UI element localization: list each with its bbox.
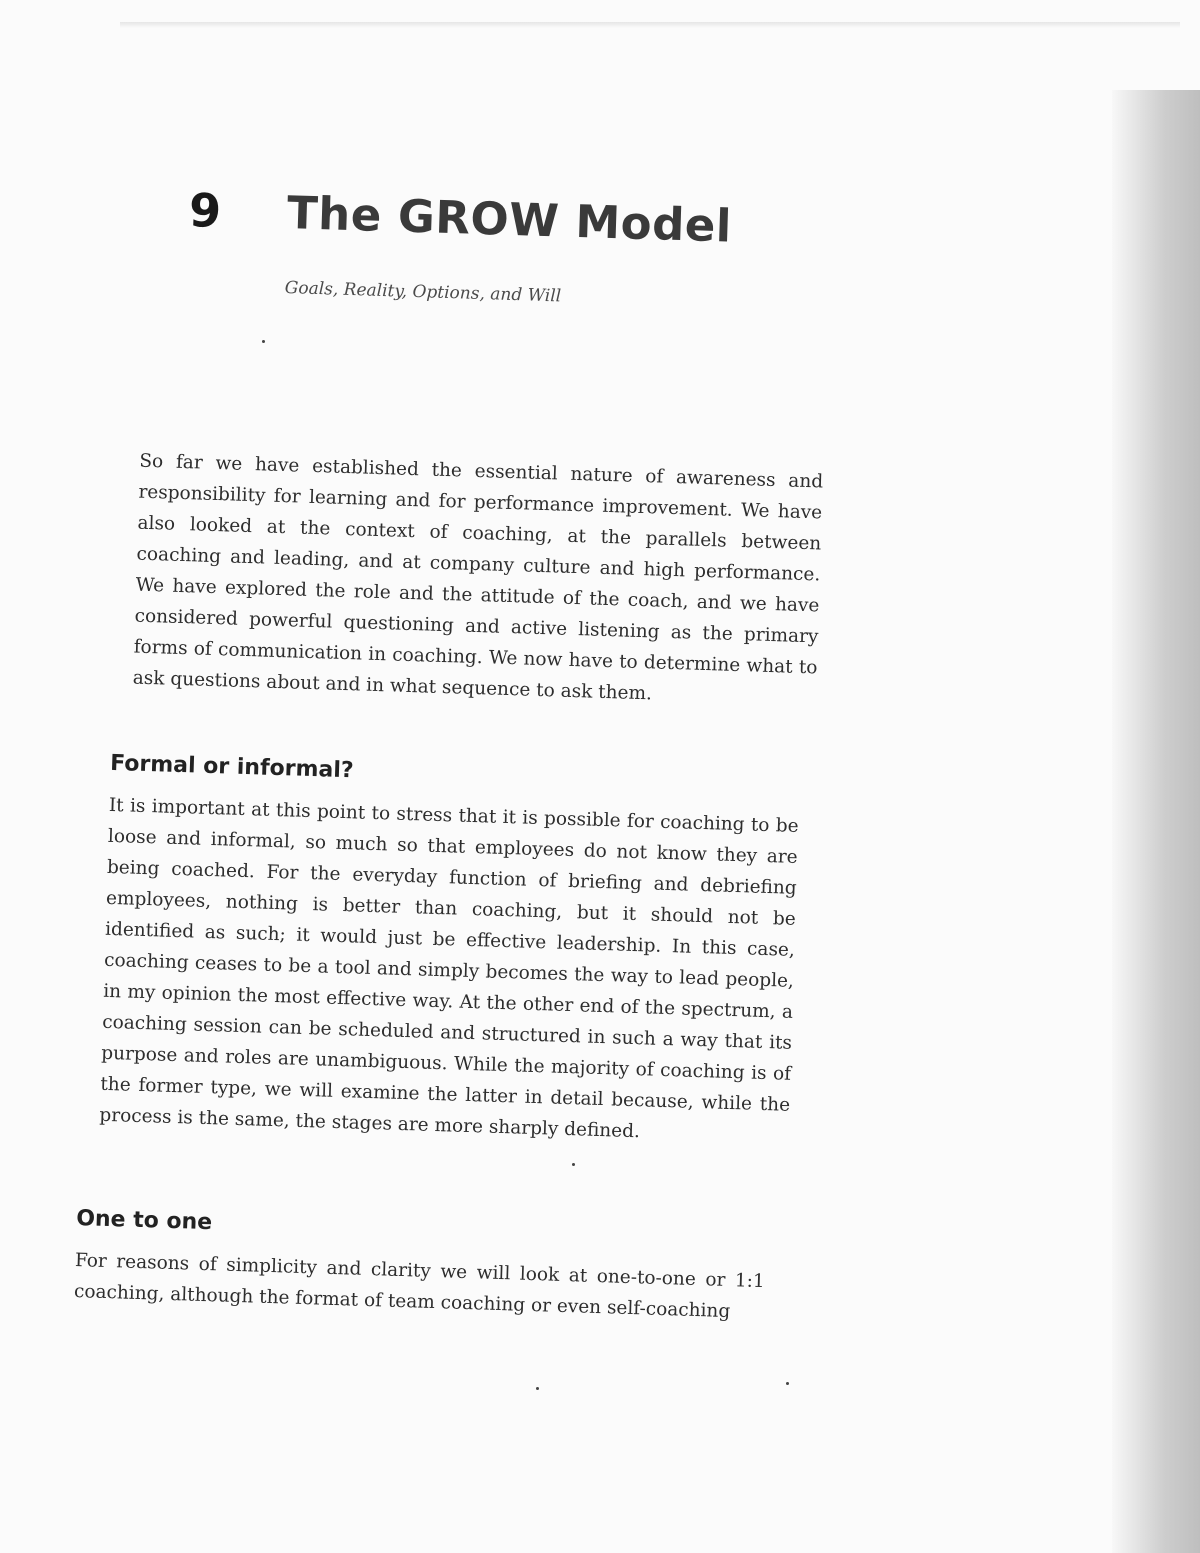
intro-paragraph: So far we have established the essential nature of awareness and responsibility for learning and for performance improvement. We have also looked at the context of coaching, at the parallels between coaching and leading, and at company culture and high performance. We have explored the role and the attitude of the coach, and we have considered powerful questioning and active listening as the primary forms of communication in coaching. We now have to determine what to ask questions about and in what sequence to ask them.	[132, 450, 824, 704]
section-heading-formal-or-informal: Formal or informal?	[109, 751, 354, 784]
section-paragraph-formal-or-informal: It is important at this point to stress that it is possible for coaching to be loose and informal, so much so that employees do not know they are being coached. For the everyday function of briefing and debriefing employees, nothing is better than coaching, but it should not be identified as such; it would just be effective leadership. In this case, coaching ceases to be a tool and simply becomes the way to lead people, in my opinion the most effective way. At the other end of the spectrum, a coaching session can be scheduled and structured in such a way that its purpose and roles are unambiguous. While the majority of coaching is of the former type, we will examine the latter in detail because, while the process is the same, the stages are more sharply defined.	[99, 794, 799, 1142]
paper-top-edge	[120, 22, 1180, 28]
section-paragraph-one-to-one: For reasons of simplicity and clarity we will look at one-to-one or 1:1 coaching, although the format of team coaching or even self-coaching	[73, 1249, 766, 1322]
scan-speck	[786, 1382, 789, 1385]
scan-speck	[572, 1163, 575, 1166]
chapter-number: 9	[188, 183, 222, 239]
chapter-header	[87, 180, 829, 307]
chapter-title: The GROW Model	[286, 186, 733, 253]
scan-speck	[262, 340, 265, 343]
section-heading-one-to-one: One to one	[75, 1206, 213, 1236]
paper-right-edge-shadow	[1112, 90, 1200, 1553]
scan-speck	[536, 1387, 539, 1390]
chapter-subtitle: Goals, Reality, Options, and Will	[284, 278, 562, 307]
book-page	[73, 180, 829, 1322]
